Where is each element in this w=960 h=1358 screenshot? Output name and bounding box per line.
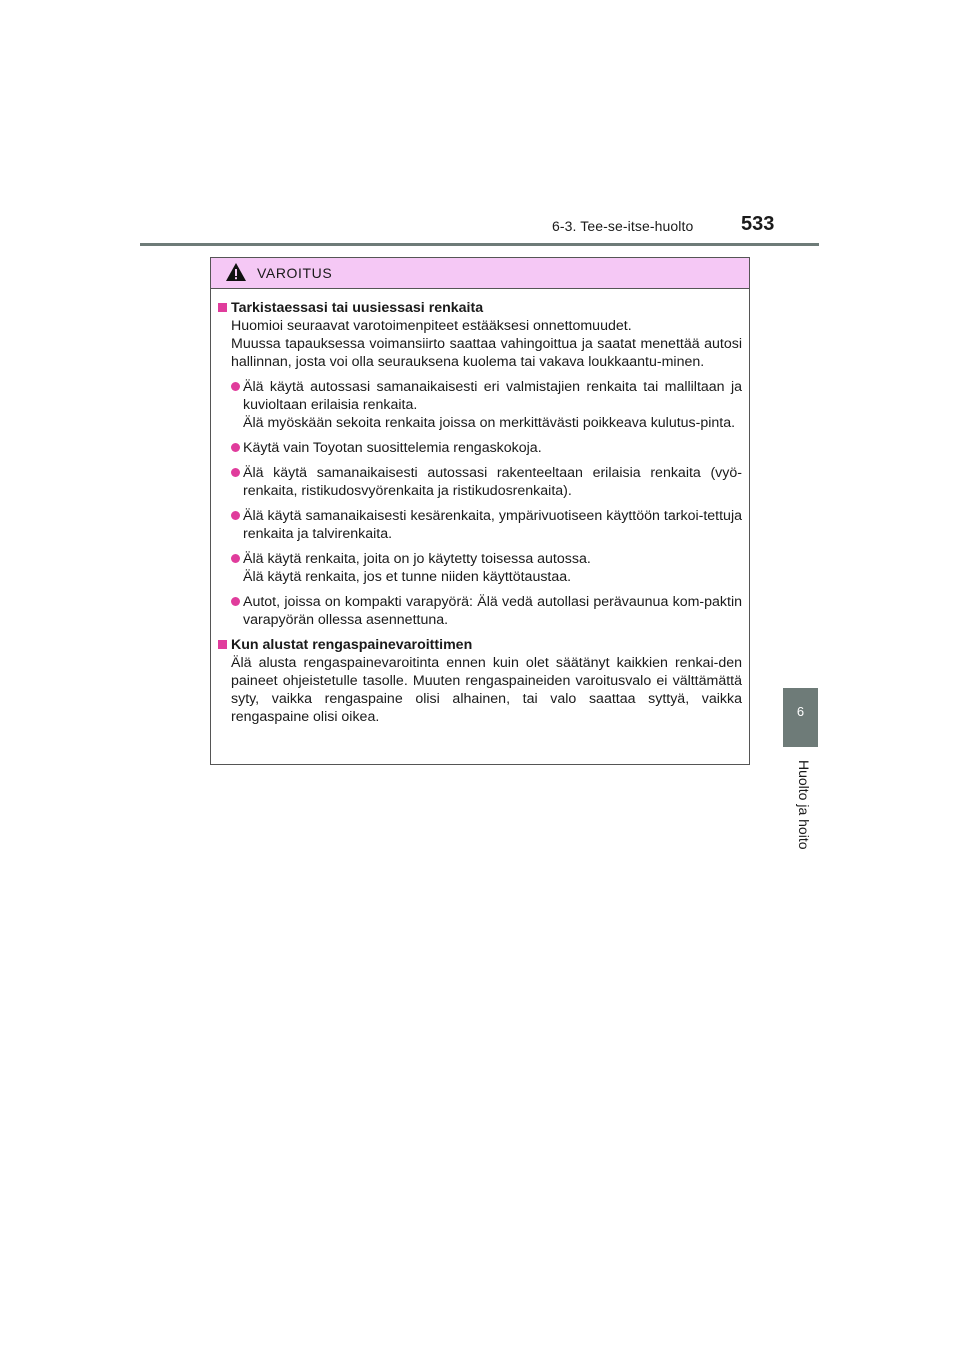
warning-header bbox=[211, 258, 749, 289]
bullet-line: Autot, joissa on kompakti varapyörä: Älä vedä autollasi perävaunua kom-paktin varapyörän ollessa asennettuna. bbox=[243, 594, 742, 628]
round-bullet-icon bbox=[231, 468, 240, 477]
intro-line: Huomioi seuraavat varotoimenpiteet estääksesi onnettomuudet. bbox=[231, 318, 632, 334]
round-bullet-icon bbox=[231, 554, 240, 563]
section-heading bbox=[218, 299, 742, 317]
bullet-item bbox=[231, 593, 742, 629]
bullet-item bbox=[231, 507, 742, 543]
intro-line: Muussa tapauksessa voimansiirto saattaa vahingoittua ja saatat menettää autosi hallinnan, josta voi olla seurauksena kuolema tai vakava loukkaantu-minen. bbox=[231, 336, 742, 370]
round-bullet-icon bbox=[231, 382, 240, 391]
page-number: 533 bbox=[741, 213, 775, 235]
intro-line: Älä alusta rengaspainevaroitinta ennen kuin olet säätänyt kaikkien renkai-den paineet ohjeistetulle tasolle. Muuten rengaspaineiden varoitusvalo ei välttämättä syty, vaikka rengaspaine olisi alhainen, tai valo saattaa syttyä, vaikka rengaspaine olisi oikea. bbox=[231, 655, 742, 725]
round-bullet-icon bbox=[231, 511, 240, 520]
header-divider bbox=[140, 243, 819, 246]
section-title: 6-3. Tee-se-itse-huolto bbox=[552, 218, 694, 234]
bullet-item bbox=[231, 378, 742, 432]
warning-title: VAROITUS bbox=[257, 265, 333, 281]
section-intro bbox=[231, 317, 742, 371]
section-intro bbox=[231, 654, 742, 726]
square-bullet-icon bbox=[218, 303, 227, 312]
square-bullet-icon bbox=[218, 640, 227, 649]
bullet-line: Käytä vain Toyotan suosittelemia rengaskokoja. bbox=[243, 440, 542, 456]
bullet-text bbox=[243, 507, 742, 543]
bullet-line: Älä käytä samanaikaisesti autossasi rakenteeltaan erilaisia renkaita (vyö-renkaita, ristikudosvyörenkaita ja ristikudosrenkaita). bbox=[243, 465, 742, 499]
section-heading bbox=[218, 636, 742, 654]
bullet-line: Älä käytä renkaita, jos et tunne niiden käyttötaustaa. bbox=[243, 569, 572, 585]
bullet-text bbox=[243, 550, 742, 586]
warning-box bbox=[210, 257, 750, 765]
bullet-text bbox=[243, 378, 742, 432]
round-bullet-icon bbox=[231, 597, 240, 606]
bullet-item bbox=[231, 464, 742, 500]
section-heading-text: Tarkistaessasi tai uusiessasi renkaita bbox=[231, 300, 484, 316]
chapter-tab: 6 bbox=[783, 688, 818, 747]
round-bullet-icon bbox=[231, 443, 240, 452]
bullet-line: Älä myöskään sekoita renkaita joissa on merkittävästi poikkeava kulutus-pinta. bbox=[243, 415, 736, 431]
bullet-item bbox=[231, 439, 742, 457]
warning-triangle-icon bbox=[225, 262, 247, 282]
bullet-text bbox=[243, 593, 742, 629]
section-heading-text: Kun alustat rengaspainevaroittimen bbox=[231, 637, 473, 653]
bullet-line: Älä käytä autossasi samanaikaisesti eri valmistajien renkaita tai malliltaan ja kuvioltaan erilaisia renkaita. bbox=[243, 379, 742, 413]
bullet-item bbox=[231, 550, 742, 586]
chapter-title: Huolto ja hoito bbox=[796, 760, 812, 850]
warning-body bbox=[211, 289, 749, 726]
bullet-line: Älä käytä samanaikaisesti kesärenkaita, ympärivuotiseen käyttöön tarkoi-tettuja renkaita ja talvirenkaita. bbox=[243, 508, 742, 542]
bullet-line: Älä käytä renkaita, joita on jo käytetty toisessa autossa. bbox=[243, 551, 591, 567]
bullet-text bbox=[243, 439, 742, 457]
bullet-text bbox=[243, 464, 742, 500]
